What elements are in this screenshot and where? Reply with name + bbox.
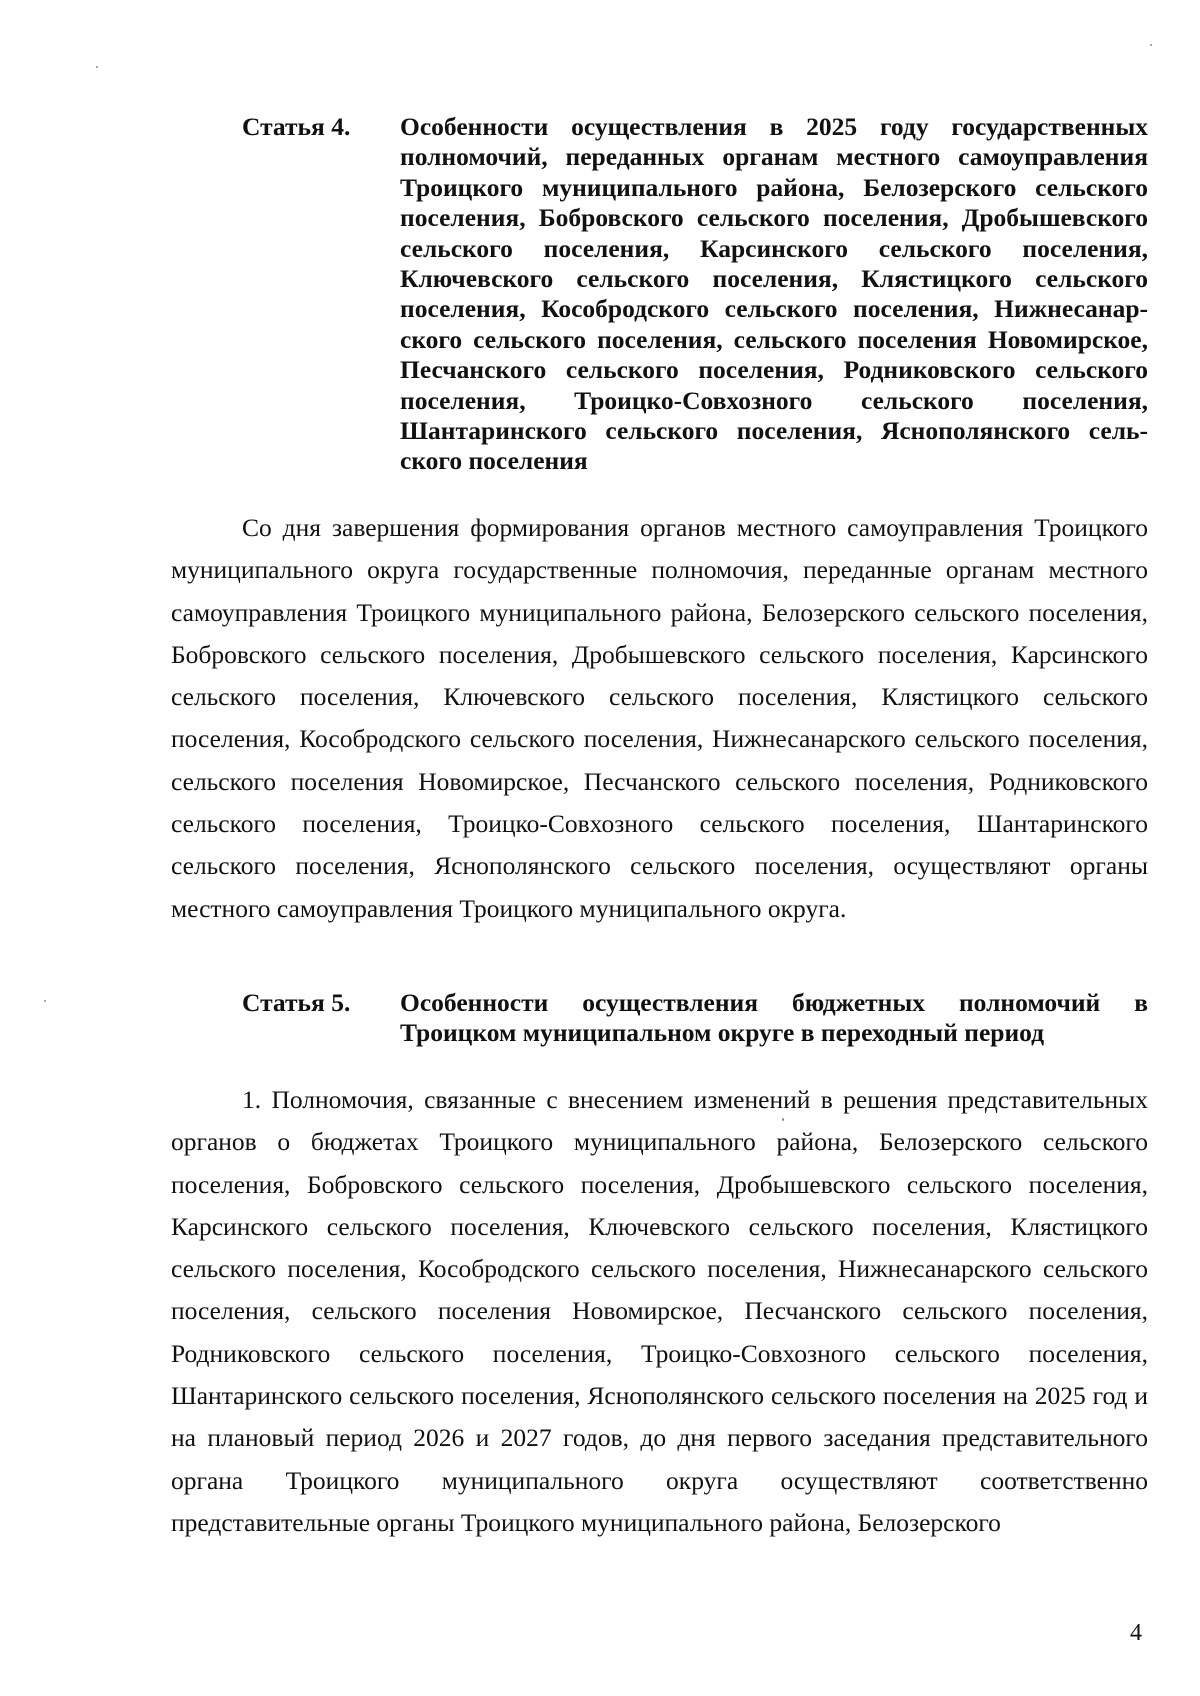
article-4-number: Статья 4. bbox=[242, 112, 351, 141]
article-5-paragraph-1: 1. Полномочия, связанные с внесением изменений в решения представительных органов о бюджетах Троицкого муниципального района, Белозерского сельского поселения, Бобровского сельского поселения, Дробышевского сельского поселения, Карсинского сельского поселения, Ключевского сельского поселения, Клястицкого сельского поселения, Кособродского сельского поселения, Нижнесанарского сельского поселения, сельского поселения Новомирское, Песчанского сельского поселения, Родниковского сельского поселения, Троицко-Совхозного сельского поселения, Шантаринского сельского поселения, Яснополянского сельского поселения на 2025 год и на плановый период 2026 и 2027 годов, до дня первого заседания представительного органа Троицкого муниципального округа осуществляют соответственно представительные органы Троицкого муниципального района, Белозерского bbox=[171, 1085, 1148, 1537]
article-5-title: Особенности осуществления бюджетных полномочий в Троицком муниципальном округе в переходный период bbox=[400, 988, 1148, 1048]
page-number: 4 bbox=[1130, 1620, 1142, 1646]
scan-speck bbox=[44, 1000, 46, 1002]
article-5-heading bbox=[242, 988, 1148, 1049]
article-4-heading bbox=[242, 112, 1148, 477]
article-4-title: Особенности осуществления в 2025 году государственных полномочий, переданных органам местного самоуправления Троицкого муниципального района, Белозерского сельского поселения, Бобровского сельского поселения, Дробышевского сельского поселения, Карсинского сельского поселения, Ключевского сельского поселения, Клястицкого сельского поселения, Кособродского сельского поселения, Нижнесанарского сельского поселения, сельского поселения Новомирское, Песчанского сельского поселения, Родниковского сельского поселения, Троицко-Совхозного сельского поселения, Шантаринского сельского поселения, Яснополянского сельского поселения bbox=[400, 112, 1148, 476]
scan-speck bbox=[96, 66, 98, 68]
scan-speck bbox=[782, 1118, 784, 1121]
article-5-number: Статья 5. bbox=[242, 988, 351, 1017]
article-4-body: Со дня завершения формирования органов местного самоуправления Троицкого муниципального округа государственные полномочия, переданные органам местного самоуправления Троицкого муниципального района, Белозерского сельского поселения, Бобровского сельского поселения, Дробышевского сельского поселения, Карсинского сельского поселения, Ключевского сельского поселения, Клястицкого сельского поселения, Кособродского сельского поселения, Нижнесанарского сельского поселения, сельского поселения Новомирское, Песчанского сельского поселения, Родниковского сельского поселения, Троицко-Совхозного сельского поселения, Шантаринского сельского поселения, Яснополянского сельского поселения, осуществляют органы местного самоуправления Троицкого муниципального округа. bbox=[171, 513, 1148, 923]
scan-speck bbox=[1150, 44, 1152, 46]
